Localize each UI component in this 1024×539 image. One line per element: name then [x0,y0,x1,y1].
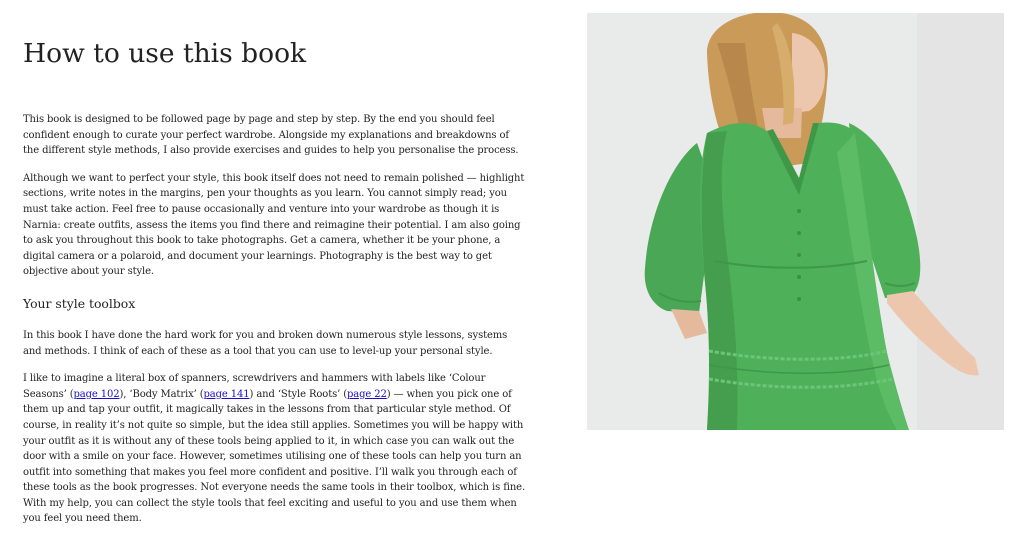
text-segment: ), ‘Body Matrix’ ( [119,388,204,400]
text-column [23,36,526,539]
body-matrix-page-link[interactable]: page 141 [203,388,250,400]
text-segment: ) and ‘Style Roots’ ( [249,388,348,400]
intro-paragraph-1: This book is designed to be followed page by page and step by step. By the end you should feel confident enough to curate your perfect wardrobe. Alongside my explanations and breakdowns of the different style methods, I also provide exercises and guides to help you personalise the process. [23,114,519,157]
toolbox-paragraph-2 [23,371,526,527]
text-segment: I like to imagine a literal box of spanners, screwdrivers and hammers with labels like ‘Colour Seasons’ ( [23,373,486,400]
toolbox-paragraph-1: In this book I have done the hard work for you and broken down numerous style lessons, systems and methods. I think of each of these as a tool that you can use to level-up your personal style. [23,329,508,357]
colour-seasons-page-link[interactable]: page 102 [73,388,120,400]
text-segment: ) — when you pick one of them up and tap your outfit, it magically takes in the lessons from that particular style method. Of course, in reality it’s not quite so simple, but the idea still applies. Sometimes you will be happy with your outfit as it is without any of these tools being applied to it, in which case you can walk out the door with a smile on your face. However, sometimes utilising one of these tools can help you turn an outfit into something that makes you feel more confident and positive. I’ll walk you through each of these tools as the book progresses. Not everyone needs the same tools in their toolbox, which is fine. With my help, you can collect the style tools that feel exciting and useful to you and use them when you feel you need them. [23,388,526,525]
photo-illustration [587,13,1004,430]
style-roots-page-link[interactable]: page 22 [347,388,387,400]
woman-green-dress-photo [587,13,1004,430]
section-heading-toolbox: Your style toolbox [23,295,136,311]
page-title: How to use this book [23,38,307,69]
intro-paragraph-2: Although we want to perfect your style, this book itself does not need to remain polished — highlight sections, write notes in the margins, pen your thoughts as you learn. You cannot simply read; you must take action. Feel free to pause occasionally and venture into your wardrobe as though it is Narnia: create outfits, assess the items you find there and reimagine their potential. I am also going to ask you throughout this book to take photographs. Get a camera, whether it be your phone, a digital camera or a polaroid, and document your learnings. Photography is the best way to get objective about your style. [23,172,525,278]
